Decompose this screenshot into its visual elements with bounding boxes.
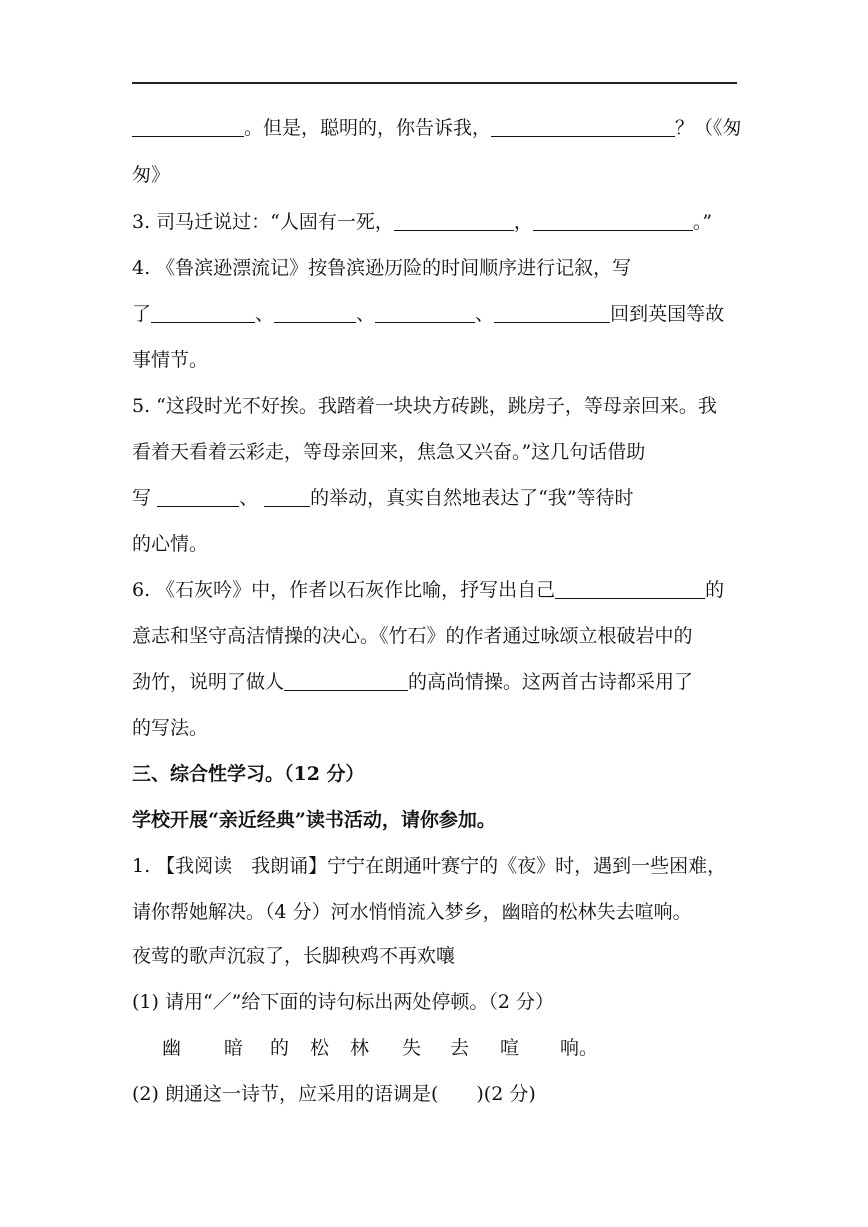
poem-char[interactable]: 暗	[224, 1037, 244, 1059]
question-5-line2: 看着天看着云彩走，等母亲回来，焦急又兴奋。”这几句话借助	[132, 441, 646, 463]
answer-blank[interactable]	[157, 487, 239, 507]
question-4-line1: 4. 《鲁滨逊漂流记》按鲁滨逊历险的时间顺序进行记叙，写	[132, 257, 632, 279]
poem-char[interactable]: 响。	[560, 1037, 599, 1059]
poem-char[interactable]: 的	[270, 1037, 290, 1059]
answer-blank[interactable]	[491, 117, 675, 137]
s3-question-1-line3: 夜莺的歌声沉寂了，长脚秧鸡不再欢嚷	[132, 945, 456, 967]
question-5-line3: 写 、 的举动，真实自然地表达了“我”等待时	[132, 487, 634, 509]
q2-continuation-wrap: 匆》	[132, 164, 171, 186]
question-6-line4: 的写法。	[132, 717, 209, 739]
question-3: 3. 司马迁说过：“人固有一死， ， 。”	[132, 211, 713, 233]
answer-blank[interactable]	[494, 303, 610, 323]
poem-char[interactable]: 松	[310, 1037, 330, 1059]
answer-blank[interactable]	[394, 211, 514, 231]
s3-question-1-line1: 1. 【我阅读 我朗诵】宁宁在朗通叶赛宁的《夜》时，遇到一些困难，	[132, 855, 727, 877]
poem-char[interactable]: 林	[350, 1037, 370, 1059]
question-6-line3: 劲竹，说明了做人 的高尚情操。这两首古诗都采用了	[132, 671, 694, 693]
answer-blank[interactable]	[533, 211, 693, 231]
s3-question-1-line2: 请你帮她解决。（4 分）河水悄悄流入梦乡，幽暗的松林失去喧响。	[132, 901, 692, 923]
question-6-line2: 意志和坚守高洁情操的决心。《竹石》的作者通过咏颂立根破岩中的	[132, 625, 693, 647]
question-6-line1: 6. 《石灰吟》中，作者以石灰作比喻，抒写出自己 的	[132, 579, 725, 601]
answer-blank[interactable]	[264, 487, 310, 507]
section-3-intro: 学校开展“亲近经典”读书活动，请你参加。	[132, 809, 496, 831]
answer-blank[interactable]	[555, 579, 705, 599]
answer-blank[interactable]	[274, 303, 356, 323]
section-3-heading: 三、综合性学习。（12 分）	[132, 763, 365, 785]
answer-blank[interactable]	[151, 303, 255, 323]
question-5-line4: 的心情。	[132, 533, 209, 555]
q2-continuation-line: 。但是，聪明的，你告诉我， ？（《匆	[132, 116, 742, 140]
poem-char[interactable]: 喧	[500, 1037, 520, 1059]
answer-blank[interactable]	[284, 671, 408, 691]
question-4-line2: 了 、 、 、 回到英国等故	[132, 303, 725, 325]
s3-subquestion-2: (2) 朗通这一诗节，应采用的语调是( )(2 分)	[132, 1083, 536, 1105]
s3-subquestion-1: (1) 请用“／”给下面的诗句标出两处停顿。（2 分）	[132, 991, 555, 1013]
poem-char[interactable]: 幽	[162, 1037, 182, 1059]
question-4-line3: 事情节。	[132, 349, 209, 371]
poem-char[interactable]: 失	[402, 1037, 422, 1059]
poem-char[interactable]: 去	[450, 1037, 470, 1059]
answer-blank[interactable]	[132, 117, 244, 137]
answer-blank[interactable]	[375, 303, 475, 323]
question-5-line1: 5. “这段时光不好挨。我踏着一块块方砖跳，跳房子，等母亲回来。我	[132, 395, 717, 417]
header-rule	[132, 82, 737, 84]
